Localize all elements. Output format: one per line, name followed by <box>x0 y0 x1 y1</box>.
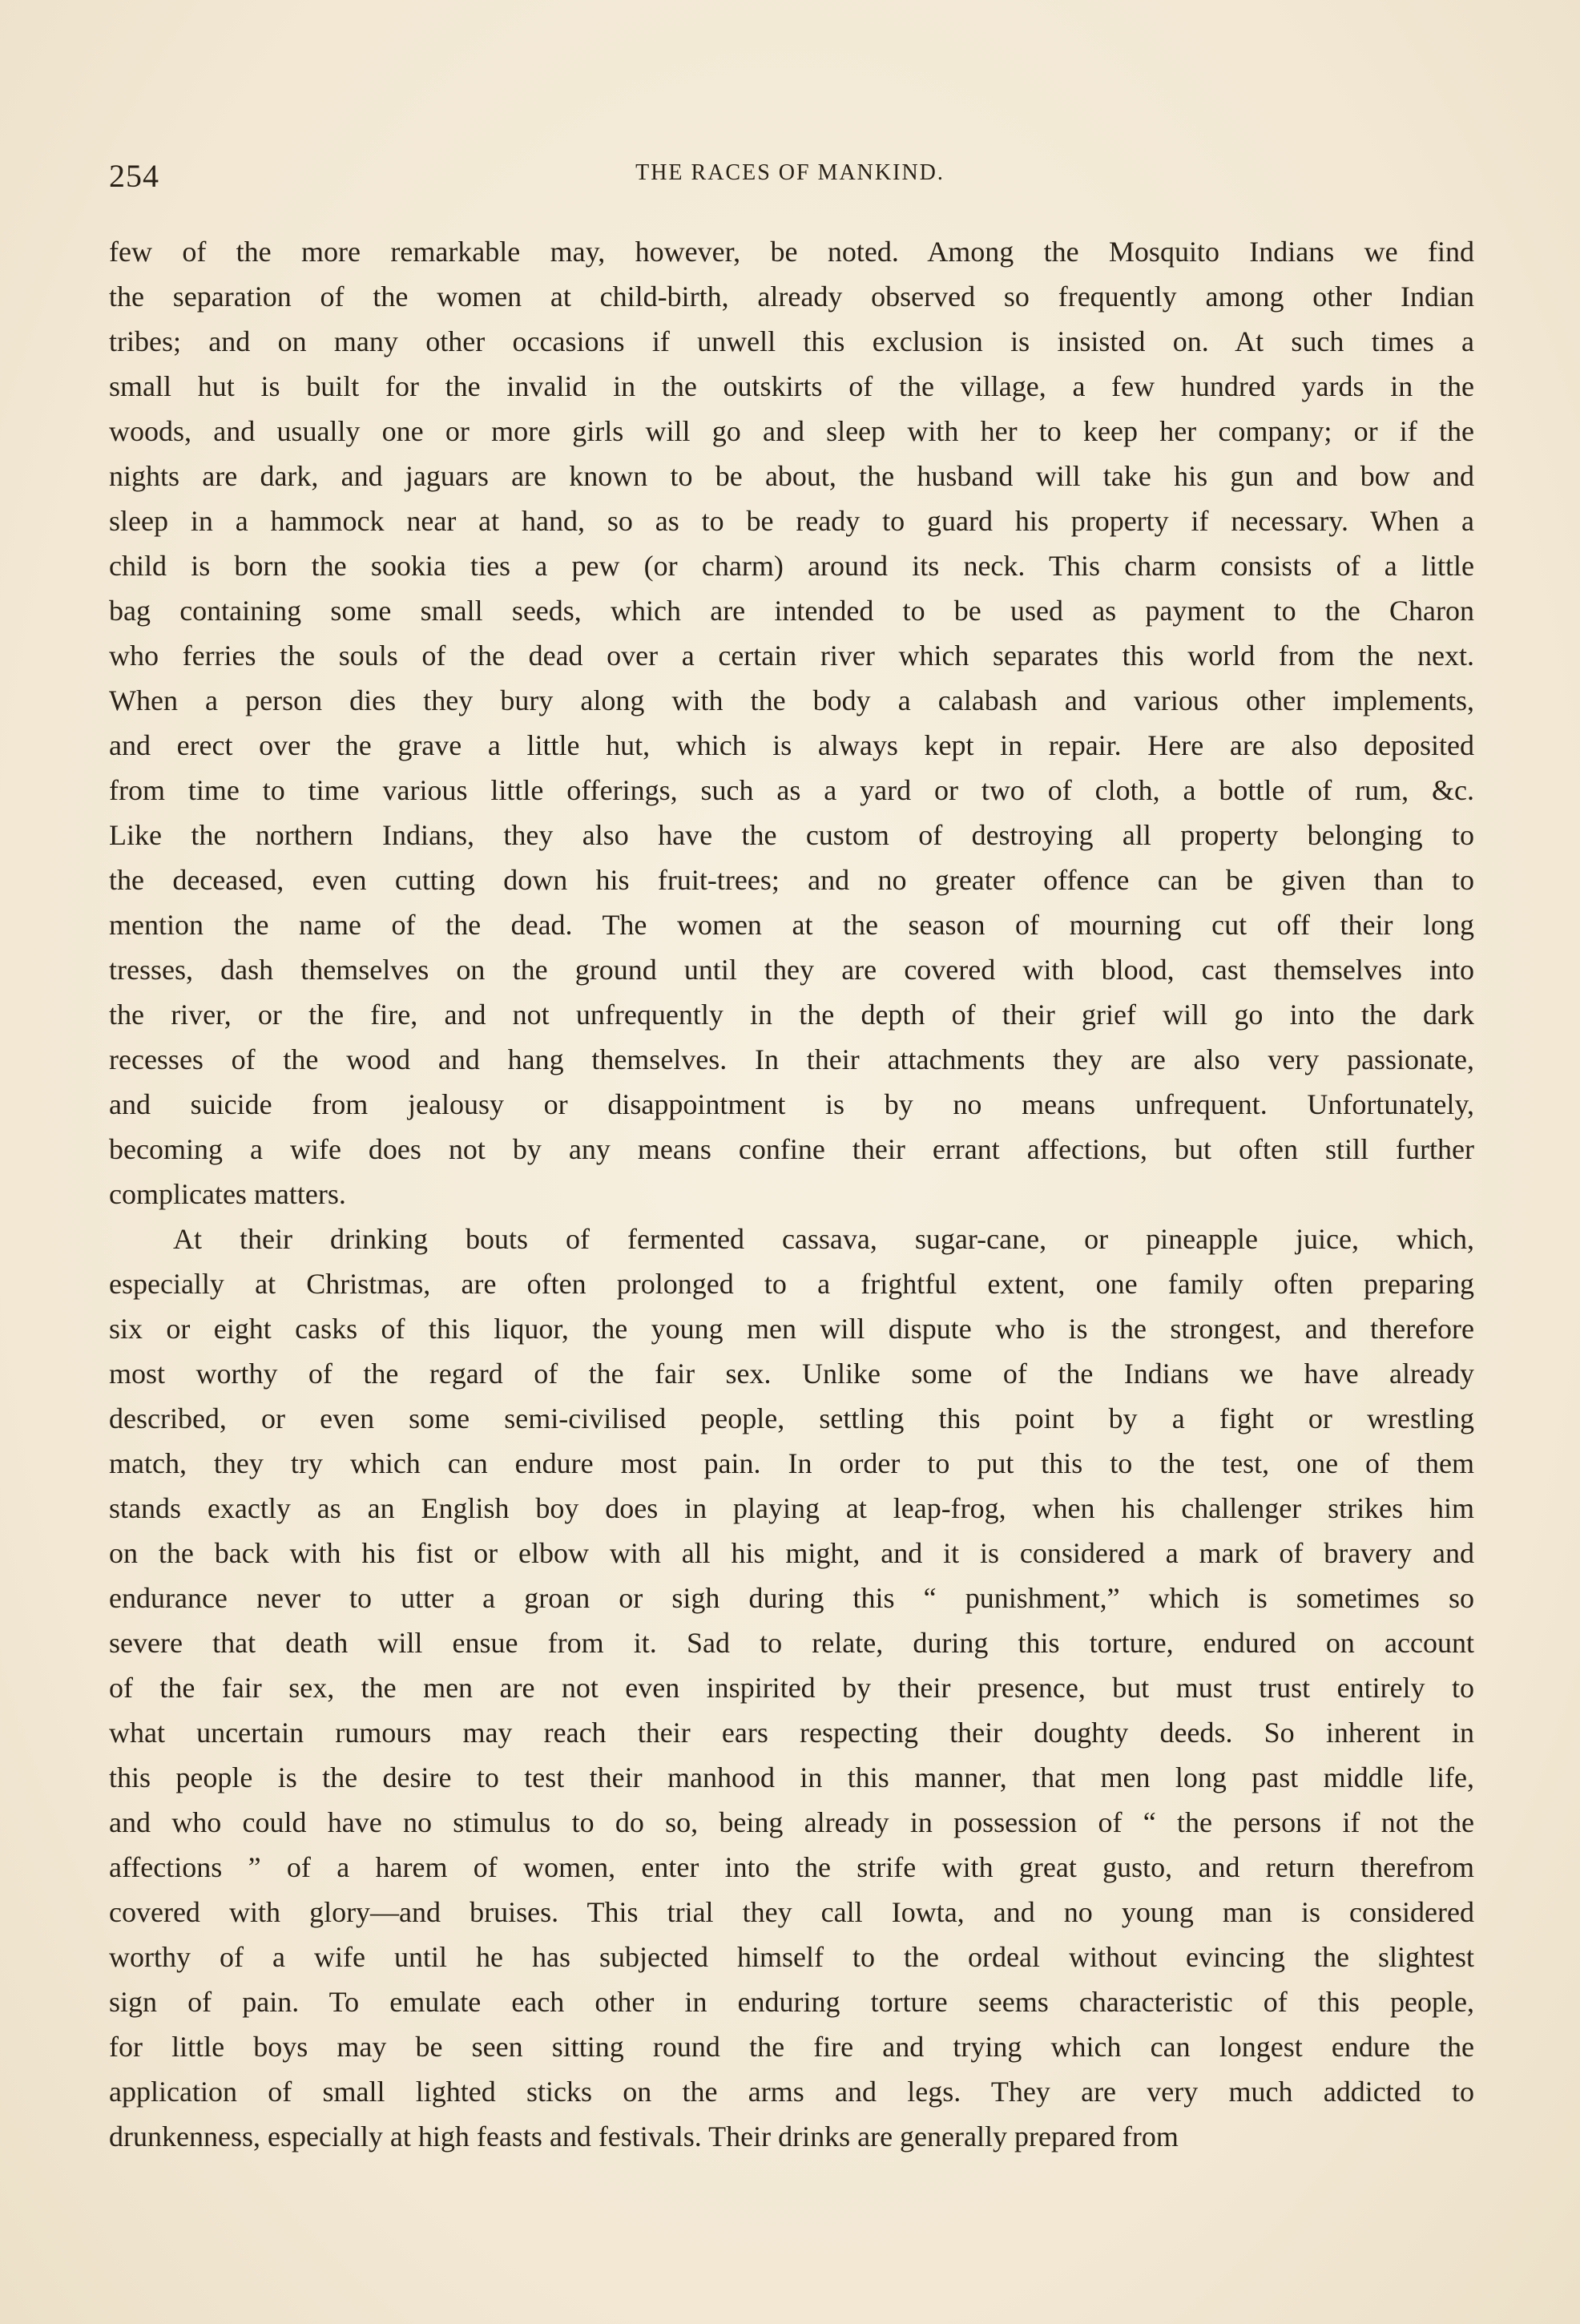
text-line: tresses, dash themselves on the ground until they are covered with blood, cast themselves into <box>109 954 1474 986</box>
page-number: 254 <box>109 158 159 194</box>
text-line: drunkenness, especially at high feasts and festivals. Their drinks are generally prepared from <box>109 2120 1179 2153</box>
text-line: child is born the sookia ties a pew (or charm) around its neck. This charm consists of a little <box>109 550 1474 582</box>
text-line: Like the northern Indians, they also have the custom of destroying all property belonging to <box>109 819 1474 851</box>
text-line: the separation of the women at child-birth, already observed so frequently among other Indian <box>109 280 1474 313</box>
text-line: described, or even some semi-civilised people, settling this point by a fight or wrestling <box>109 1402 1474 1434</box>
text-line: six or eight casks of this liquor, the young men will dispute who is the strongest, and therefore <box>109 1313 1474 1345</box>
text-line: small hut is built for the invalid in the outskirts of the village, a few hundred yards in the <box>109 370 1474 402</box>
text-line: worthy of a wife until he has subjected himself to the ordeal without evincing the slightest <box>109 1941 1474 1973</box>
text-line: what uncertain rumours may reach their ears respecting their doughty deeds. So inherent in <box>109 1717 1474 1749</box>
text-line: complicates matters. <box>109 1178 346 1210</box>
text-line: endurance never to utter a groan or sigh during this “ punishment,” which is sometimes so <box>109 1582 1474 1614</box>
running-title: THE RACES OF MANKIND. <box>635 160 945 185</box>
text-line: and erect over the grave a little hut, which is always kept in repair. Here are also deposited <box>109 729 1474 761</box>
text-line: and suicide from jealousy or disappointment is by no means unfrequent. Unfortunately, <box>109 1088 1474 1120</box>
text-line: and who could have no stimulus to do so, being already in possession of “ the persons if not the <box>109 1806 1474 1838</box>
text-line: application of small lighted sticks on the arms and legs. They are very much addicted to <box>109 2076 1474 2108</box>
text-line: match, they try which can endure most pain. In order to put this to the test, one of them <box>109 1447 1474 1479</box>
text-line: affections ” of a harem of women, enter into the strife with great gusto, and return therefrom <box>109 1851 1474 1883</box>
body-text <box>109 229 1474 2159</box>
text-line: from time to time various little offerings, such as a yard or two of cloth, a bottle of rum, &c. <box>109 774 1474 806</box>
text-line: stands exactly as an English boy does in playing at leap-frog, when his challenger strikes him <box>109 1492 1474 1524</box>
text-line: of the fair sex, the men are not even inspirited by their presence, but must trust entirely to <box>109 1672 1474 1704</box>
text-line: severe that death will ensue from it. Sad to relate, during this torture, endured on account <box>109 1627 1474 1659</box>
text-line: When a person dies they bury along with the body a calabash and various other implements, <box>109 684 1474 716</box>
text-line: bag containing some small seeds, which are intended to be used as payment to the Charon <box>109 595 1474 627</box>
text-line: nights are dark, and jaguars are known to be about, the husband will take his gun and bow and <box>109 460 1474 492</box>
page-header <box>109 157 1471 196</box>
text-line: woods, and usually one or more girls will go and sleep with her to keep her company; or if the <box>109 415 1474 447</box>
text-line: At their drinking bouts of fermented cassava, sugar-cane, or pineapple juice, which, <box>173 1223 1474 1255</box>
text-line: especially at Christmas, are often prolonged to a frightful extent, one family often preparing <box>109 1268 1474 1300</box>
text-line: becoming a wife does not by any means confine their errant affections, but often still further <box>109 1133 1474 1165</box>
text-line: most worthy of the regard of the fair sex. Unlike some of the Indians we have already <box>109 1358 1474 1390</box>
text-line: few of the more remarkable may, however, be noted. Among the Mosquito Indians we find <box>109 236 1474 268</box>
text-line: the deceased, even cutting down his fruit-trees; and no greater offence can be given than to <box>109 864 1474 896</box>
text-line: recesses of the wood and hang themselves. In their attachments they are also very passionate, <box>109 1043 1474 1075</box>
text-line: the river, or the fire, and not unfrequently in the depth of their grief will go into the dark <box>109 999 1474 1031</box>
text-line: for little boys may be seen sitting round the fire and trying which can longest endure the <box>109 2031 1474 2063</box>
text-line: on the back with his fist or elbow with all his might, and it is considered a mark of bravery and <box>109 1537 1474 1569</box>
text-line: covered with glory—and bruises. This trial they call Iowta, and no young man is considered <box>109 1896 1474 1928</box>
text-line: this people is the desire to test their manhood in this manner, that men long past middle life, <box>109 1761 1474 1793</box>
text-line: tribes; and on many other occasions if unwell this exclusion is insisted on. At such times a <box>109 325 1474 357</box>
text-line: sign of pain. To emulate each other in enduring torture seems characteristic of this people, <box>109 1986 1474 2018</box>
text-line: sleep in a hammock near at hand, so as to be ready to guard his property if necessary. When a <box>109 505 1474 537</box>
text-line: mention the name of the dead. The women at the season of mourning cut off their long <box>109 909 1474 941</box>
text-line: who ferries the souls of the dead over a certain river which separates this world from the next. <box>109 640 1474 672</box>
